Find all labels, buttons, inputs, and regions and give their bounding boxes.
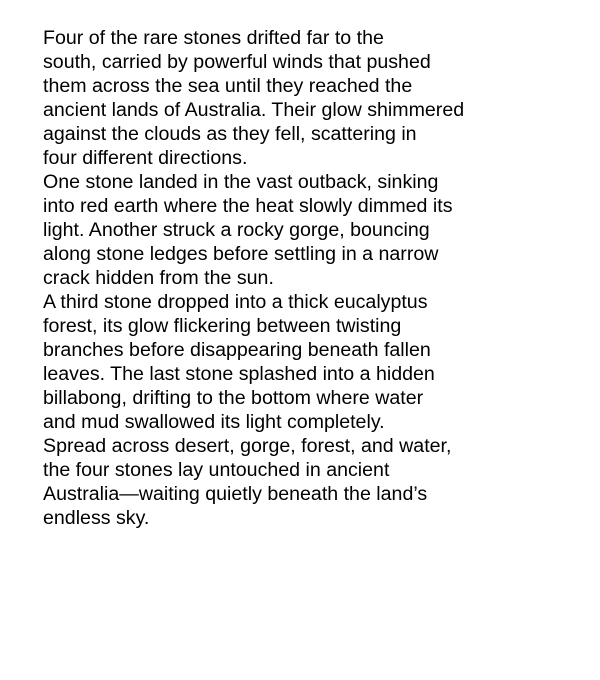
text-line: Spread across desert, gorge, forest, and water, <box>43 435 452 457</box>
paragraph-3 <box>43 290 563 434</box>
text-line: them across the sea until they reached the <box>43 75 413 97</box>
text-line: Australia—waiting quietly beneath the land’s <box>43 483 428 505</box>
text-line: endless sky. <box>43 507 150 529</box>
text-line: south, carried by powerful winds that pushed <box>43 51 431 73</box>
text-line: into red earth where the heat slowly dimmed its <box>43 195 453 217</box>
text-line: leaves. The last stone splashed into a hidden <box>43 363 435 385</box>
text-line: One stone landed in the vast outback, sinking <box>43 171 439 193</box>
text-line: light. Another struck a rocky gorge, bouncing <box>43 219 430 241</box>
text-line: along stone ledges before settling in a narrow <box>43 243 439 265</box>
story-text <box>43 26 563 530</box>
text-line: Four of the rare stones drifted far to the <box>43 27 384 49</box>
text-line: forest, its glow flickering between twisting <box>43 315 402 337</box>
text-line: four different directions. <box>43 147 248 169</box>
text-line: and mud swallowed its light completely. <box>43 411 385 433</box>
text-line: against the clouds as they fell, scattering in <box>43 123 417 145</box>
paragraph-1 <box>43 26 563 170</box>
text-line: crack hidden from the sun. <box>43 267 274 289</box>
text-line: ancient lands of Australia. Their glow shimmered <box>43 99 465 121</box>
text-line: A third stone dropped into a thick eucalyptus <box>43 291 428 313</box>
paragraph-4 <box>43 434 563 530</box>
text-line: branches before disappearing beneath fallen <box>43 339 431 361</box>
paragraph-2 <box>43 170 563 290</box>
text-line: the four stones lay untouched in ancient <box>43 459 390 481</box>
text-line: billabong, drifting to the bottom where water <box>43 387 424 409</box>
